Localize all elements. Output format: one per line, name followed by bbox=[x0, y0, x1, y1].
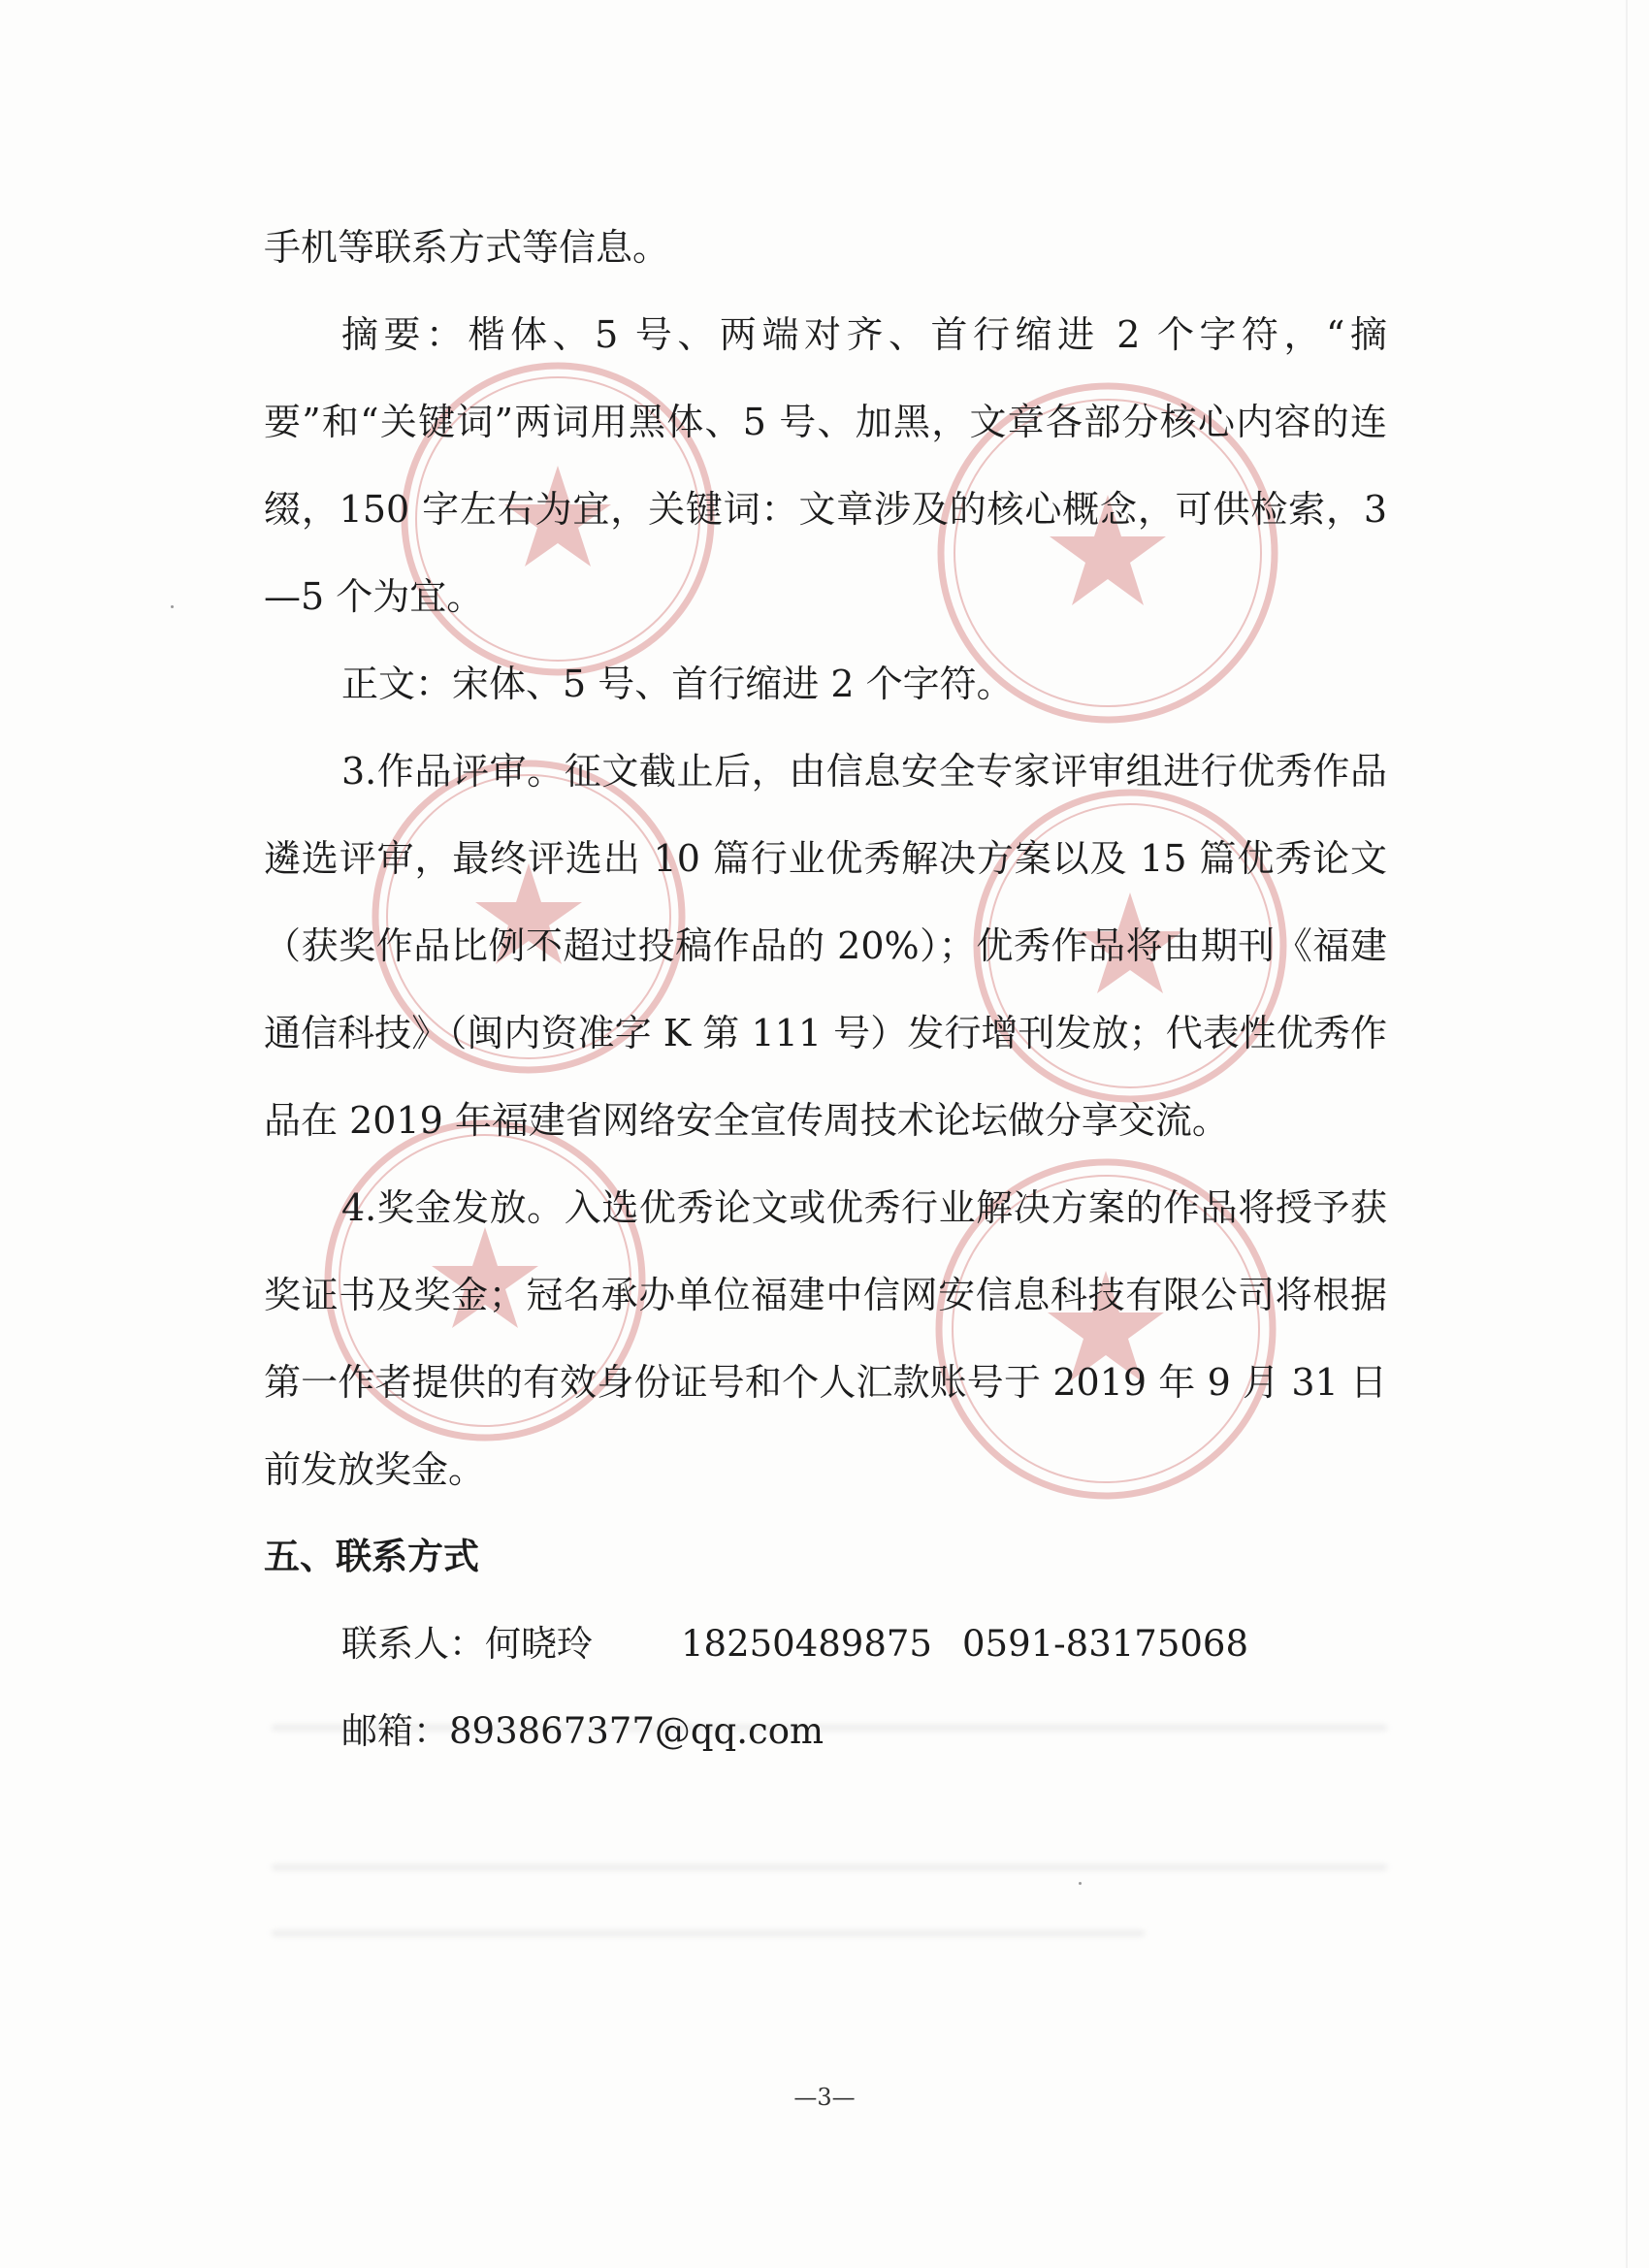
contact-phone: 0591-83175068 bbox=[962, 1623, 1248, 1665]
scan-artifact bbox=[272, 1864, 1387, 1870]
paragraph-review: 3.作品评审。征文截止后，由信息安全专家评审组进行优秀作品遴选评审，最终评选出 10 篇行业优秀解决方案以及 15 篇优秀论文（获奖作品比例不超过投稿作品的 20%）；优秀作品将由期刊《福建通信科技》（闽内资准字 K 第 111 号）发行增刊发放；代表性优秀作品在 2019 年福建省网络安全宣传周技术论坛做分享交流。 bbox=[264, 750, 1387, 1142]
scan-edge bbox=[1626, 0, 1628, 2268]
paragraph: 手机等联系方式等信息。 bbox=[264, 226, 670, 269]
section-heading-contact: 五、联系方式 bbox=[264, 1536, 479, 1577]
contact-name: 联系人：何晓玲 bbox=[341, 1623, 593, 1665]
document-body bbox=[264, 204, 1387, 1775]
paragraph-award: 4.奖金发放。入选优秀论文或优秀行业解决方案的作品将授予获奖证书及奖金；冠名承办单位福建中信网安信息科技有限公司将根据第一作者提供的有效身份证号和个人汇款账号于 2019 年 9 月 31 日前发放奖金。 bbox=[264, 1186, 1387, 1491]
paragraph-abstract-format: 摘要：楷体、5 号、两端对齐、首行缩进 2 个字符，“摘要”和“关键词”两词用黑体、5 号、加黑，文章各部分核心内容的连缀，150 字左右为宜，关键词：文章涉及的核心概念，可供检索，3—5 个为宜。 bbox=[264, 313, 1387, 618]
scan-speck bbox=[1079, 1882, 1082, 1885]
contact-mobile: 18250489875 bbox=[681, 1623, 932, 1665]
scan-artifact bbox=[272, 1930, 1145, 1936]
contact-person-line bbox=[264, 1601, 1387, 1688]
scan-speck bbox=[171, 605, 174, 608]
page-number: —3— bbox=[793, 2084, 856, 2111]
contact-email: 邮箱：893867377@qq.com bbox=[341, 1710, 824, 1752]
paragraph-body-format: 正文：宋体、5 号、首行缩进 2 个字符。 bbox=[341, 663, 1014, 705]
